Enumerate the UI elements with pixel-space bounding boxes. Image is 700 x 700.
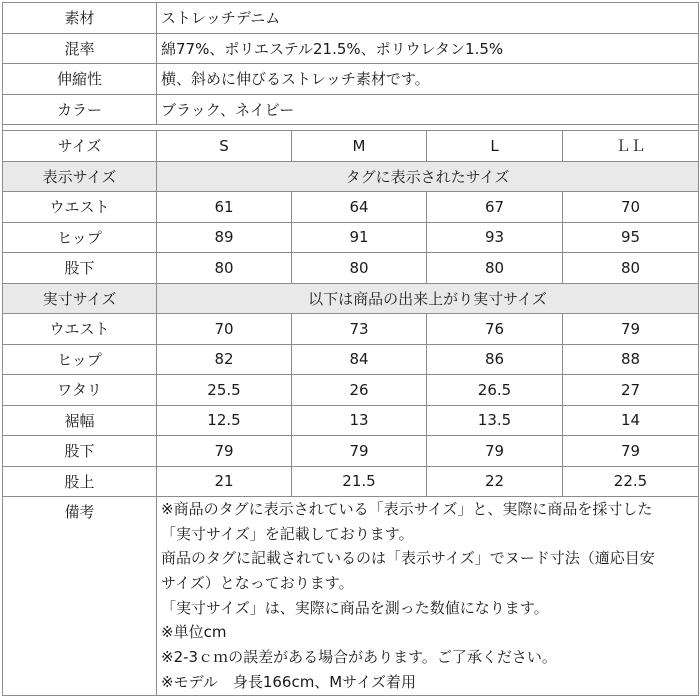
- info-value: ストレッチデニム: [157, 3, 699, 34]
- measurement-cell: 70: [157, 314, 292, 345]
- measurement-cell: 22: [427, 466, 563, 497]
- measurement-cell: 67: [427, 192, 563, 223]
- notes-label: 備考: [3, 497, 157, 696]
- info-row: [3, 94, 699, 125]
- measurement-cell: 95: [563, 222, 699, 253]
- measurement-cell: 64: [292, 192, 427, 223]
- table-row: [3, 405, 699, 436]
- size-column-header: ＬＬ: [563, 131, 699, 162]
- size-header-label: サイズ: [3, 131, 157, 162]
- table-row: [3, 375, 699, 406]
- info-value: 横、斜めに伸びるストレッチ素材です。: [157, 64, 699, 95]
- measurement-cell: 79: [427, 436, 563, 467]
- table-row: [3, 314, 699, 345]
- info-value: 綿77%、ポリエステル21.5%、ポリウレタン1.5%: [157, 33, 699, 64]
- size-column-header: L: [427, 131, 563, 162]
- note-line: 「実寸サイズ」は、実際に商品を測った数値になります。: [161, 598, 549, 617]
- size-header-row: [3, 131, 699, 162]
- section-caption: タグに表示されたサイズ: [157, 161, 699, 192]
- info-label: 素材: [3, 3, 157, 34]
- table-row: [3, 192, 699, 223]
- note-line: ※2-3ｃｍの誤差がある場合があります。ご了承ください。: [161, 648, 557, 667]
- note-line: ※単位cm: [161, 623, 227, 642]
- measurement-cell: 80: [292, 253, 427, 284]
- section-caption: 以下は商品の出来上がり実寸サイズ: [157, 283, 699, 314]
- row-label: 股下: [3, 253, 157, 284]
- row-label: ワタリ: [3, 375, 157, 406]
- table-row: [3, 253, 699, 284]
- measurement-cell: 70: [563, 192, 699, 223]
- measurement-cell: 93: [427, 222, 563, 253]
- measurement-cell: 25.5: [157, 375, 292, 406]
- measurement-cell: 91: [292, 222, 427, 253]
- measurement-cell: 79: [563, 314, 699, 345]
- actual-size-section-row: [3, 283, 699, 314]
- measurement-cell: 12.5: [157, 405, 292, 436]
- row-label: ヒップ: [3, 344, 157, 375]
- display-size-section-row: [3, 161, 699, 192]
- size-column-header: M: [292, 131, 427, 162]
- info-row: [3, 33, 699, 64]
- measurement-cell: 79: [292, 436, 427, 467]
- measurement-cell: 14: [563, 405, 699, 436]
- measurement-cell: 61: [157, 192, 292, 223]
- table-row: [3, 344, 699, 375]
- measurement-cell: 84: [292, 344, 427, 375]
- measurement-cell: 80: [563, 253, 699, 284]
- note-line: サイズ）となっております。: [161, 574, 354, 593]
- measurement-cell: 82: [157, 344, 292, 375]
- measurement-cell: 86: [427, 344, 563, 375]
- measurement-cell: 13: [292, 405, 427, 436]
- size-table: [2, 130, 699, 696]
- info-label: カラー: [3, 94, 157, 125]
- info-label: 伸縮性: [3, 64, 157, 95]
- table-row: [3, 222, 699, 253]
- note-line: 商品のタグに記載されているのは「表示サイズ」でヌード寸法（適応目安: [161, 549, 655, 568]
- section-label: 表示サイズ: [3, 161, 157, 192]
- section-label: 実寸サイズ: [3, 283, 157, 314]
- measurement-cell: 80: [427, 253, 563, 284]
- product-info-table: [2, 2, 699, 131]
- measurement-cell: 21: [157, 466, 292, 497]
- measurement-cell: 89: [157, 222, 292, 253]
- info-row: [3, 64, 699, 95]
- notes-row: [3, 497, 699, 696]
- info-label: 混率: [3, 33, 157, 64]
- row-label: 股下: [3, 436, 157, 467]
- measurement-cell: 88: [563, 344, 699, 375]
- measurement-cell: 21.5: [292, 466, 427, 497]
- measurement-cell: 80: [157, 253, 292, 284]
- measurement-cell: 27: [563, 375, 699, 406]
- row-label: ウエスト: [3, 314, 157, 345]
- measurement-cell: 79: [157, 436, 292, 467]
- note-line: ※商品のタグに表示されている「表示サイズ」と、実際に商品を採寸した: [161, 500, 653, 518]
- info-value: ブラック、ネイビー: [157, 94, 699, 125]
- measurement-cell: 26.5: [427, 375, 563, 406]
- measurement-cell: 79: [563, 436, 699, 467]
- row-label: ウエスト: [3, 192, 157, 223]
- row-label: ヒップ: [3, 222, 157, 253]
- measurement-cell: 73: [292, 314, 427, 345]
- row-label: 股上: [3, 466, 157, 497]
- measurement-cell: 26: [292, 375, 427, 406]
- row-label: 裾幅: [3, 405, 157, 436]
- notes-content: [157, 497, 699, 696]
- measurement-cell: 13.5: [427, 405, 563, 436]
- note-line: ※モデル 身長166cm、Mサイズ着用: [161, 672, 417, 691]
- note-line: 「実寸サイズ」を記載しております。: [161, 524, 414, 543]
- info-row: [3, 3, 699, 34]
- measurement-cell: 76: [427, 314, 563, 345]
- size-column-header: S: [157, 131, 292, 162]
- measurement-cell: 22.5: [563, 466, 699, 497]
- table-row: [3, 436, 699, 467]
- table-row: [3, 466, 699, 497]
